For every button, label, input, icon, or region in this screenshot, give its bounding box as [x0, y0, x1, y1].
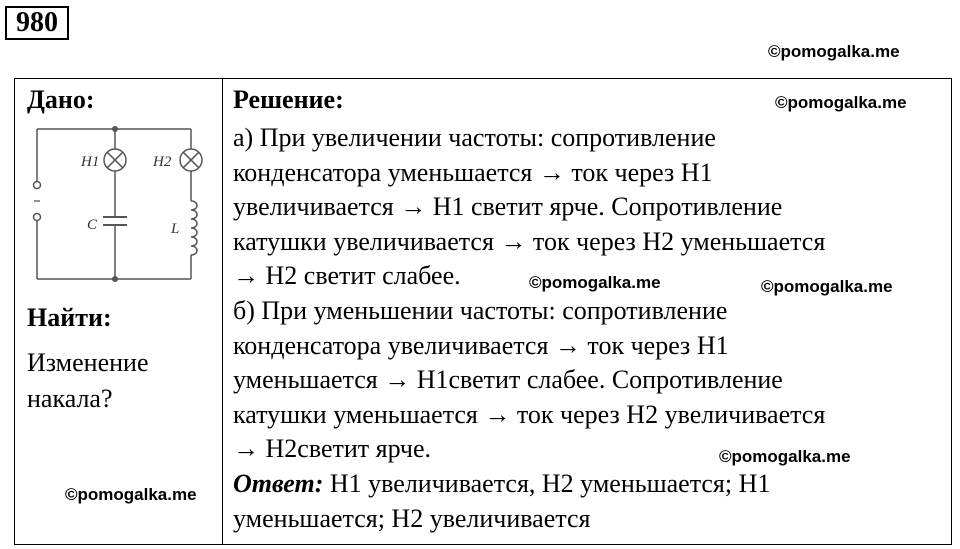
- find-line: накала?: [27, 384, 113, 413]
- watermark: ©pomogalka.me: [768, 42, 900, 61]
- given-heading: Дано:: [27, 85, 95, 114]
- watermark: ©pomogalka.me: [775, 93, 907, 112]
- solution-line: увеличивается → H1 светит ярче. Сопротивление: [233, 192, 783, 222]
- solution-line: катушки увеличивается → ток через H2 уменьшается: [233, 226, 826, 256]
- solution-body: [233, 121, 943, 536]
- junction-top: [112, 126, 118, 132]
- solution-line: → H2светит ярче.: [233, 434, 432, 464]
- solution-line: катушки уменьшается → ток через H2 увеличивается: [233, 399, 826, 429]
- solution-line: конденсатора уменьшается → ток через H1: [233, 157, 713, 187]
- label-h2: H2: [153, 154, 172, 170]
- source-terminal-top: [34, 182, 41, 189]
- solution-table: [14, 78, 952, 545]
- watermark: ©pomogalka.me: [65, 485, 197, 504]
- watermark: ©pomogalka.me: [529, 273, 661, 292]
- circuit-diagram: [29, 121, 209, 291]
- source-terminal-bottom: [34, 214, 41, 221]
- label-h1: H1: [81, 154, 100, 170]
- answer-line: [233, 467, 943, 502]
- label-c: C: [87, 217, 98, 233]
- capacitor-icon: [103, 217, 127, 225]
- solution-line: уменьшается → H1светит слабее. Сопротивление: [233, 365, 783, 395]
- inductor-icon: [191, 201, 197, 255]
- solution-line: б) При уменьшении частоты: сопротивление: [233, 295, 728, 325]
- label-l: L: [171, 221, 180, 237]
- lamp-h1-icon: [104, 149, 126, 171]
- answer-label: Ответ:: [233, 468, 324, 498]
- find-text: [27, 345, 149, 417]
- solution-line: конденсатора увеличивается → ток через H1: [233, 330, 729, 360]
- column-divider: [222, 79, 223, 544]
- solution-heading: Решение:: [233, 85, 344, 114]
- watermark: ©pomogalka.me: [719, 447, 851, 466]
- lamp-h2-icon: [180, 149, 202, 171]
- answer-line: уменьшается; H2 увеличивается: [233, 503, 591, 533]
- solution-line: а) При увеличении частоты: сопротивление: [233, 123, 716, 152]
- answer-text: H1 увеличивается, H2 уменьшается; H1: [323, 468, 771, 498]
- find-heading: Найти:: [27, 303, 112, 332]
- solution-line: → H2 светит слабее.: [233, 261, 461, 291]
- problem-number: 980: [5, 6, 69, 40]
- junction-bottom: [112, 276, 118, 282]
- watermark: ©pomogalka.me: [761, 277, 893, 296]
- find-line: Изменение: [27, 348, 149, 377]
